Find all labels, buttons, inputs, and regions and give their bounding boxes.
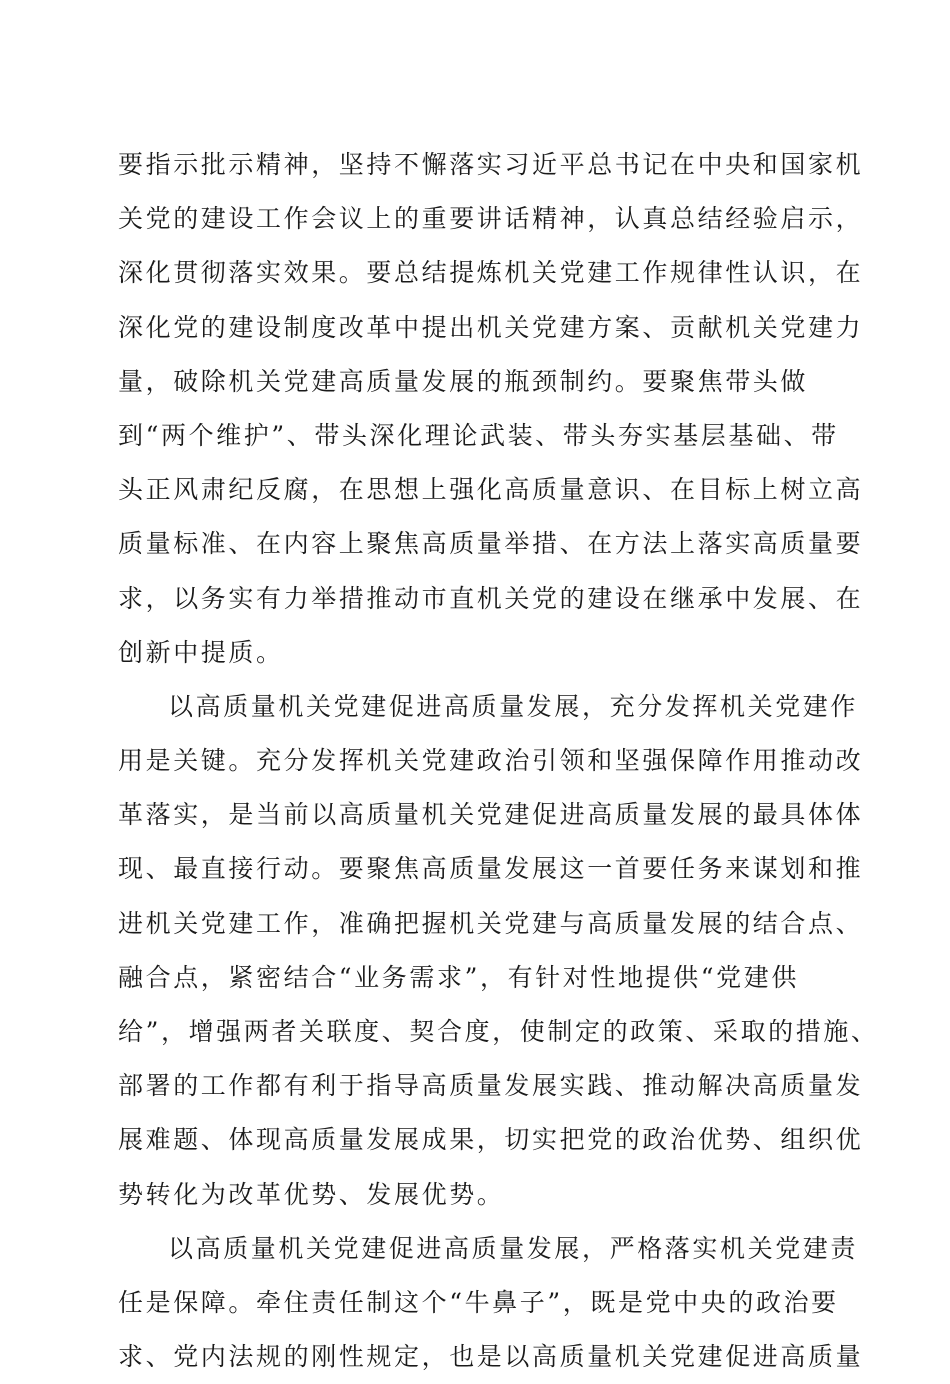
text-line: 求、党内法规的刚性规定，也是以高质量机关党建促进高质量 (118, 1342, 864, 1372)
text-line: 部署的工作都有利于指导高质量发展实践、推动解决高质量发 (118, 1071, 864, 1101)
text-line: 到“两个维护”、带头深化理论武装、带头夯实基层基础、带 (118, 420, 839, 450)
text-line: 现、最直接行动。要聚焦高质量发展这一首要任务来谋划和推 (118, 854, 864, 884)
text-line: 要指示批示精神，坚持不懈落实习近平总书记在中央和国家机 (118, 150, 864, 179)
text-line: 头正风肃纪反腐，在思想上强化高质量意识、在目标上树立高 (118, 475, 864, 505)
text-line: 势转化为改革优势、发展优势。 (118, 1179, 505, 1209)
text-line: 融合点，紧密结合“业务需求”，有针对性地提供“党建供 (118, 962, 799, 992)
text-line: 深化党的建设制度改革中提出机关党建方案、贡献机关党建力 (118, 312, 864, 342)
text-line: 深化贯彻落实效果。要总结提炼机关党建工作规律性认识，在 (118, 258, 864, 288)
text-line: 任是保障。牵住责任制这个“牛鼻子”，既是党中央的政治要 (118, 1287, 839, 1317)
text-line: 革落实，是当前以高质量机关党建促进高质量发展的最具体体 (118, 800, 864, 830)
text-line: 量，破除机关党建高质量发展的瓶颈制约。要聚焦带头做 (118, 366, 809, 396)
text-line: 进机关党建工作，准确把握机关党建与高质量发展的结合点、 (118, 908, 864, 938)
text-line: 用是关键。充分发挥机关党建政治引领和坚强保障作用推动改 (118, 746, 864, 776)
text-line: 创新中提质。 (118, 637, 284, 667)
paragraph-start-line: 以高质量机关党建促进高质量发展，严格落实机关党建责 (168, 1233, 859, 1263)
body-text (118, 138, 879, 1384)
text-line: 求，以务实有力举措推动市直机关党的建设在继承中发展、在 (118, 583, 864, 613)
text-line: 给”，增强两者关联度、契合度，使制定的政策、采取的措施、 (118, 1017, 879, 1046)
paragraph-start-line: 以高质量机关党建促进高质量发展，充分发挥机关党建作 (168, 691, 859, 721)
text-line: 质量标准、在内容上聚焦高质量举措、在方法上落实高质量要 (118, 529, 864, 559)
text-line: 展难题、体现高质量发展成果，切实把党的政治优势、组织优 (118, 1125, 864, 1155)
text-line: 关党的建设工作会议上的重要讲话精神，认真总结经验启示， (118, 204, 864, 234)
